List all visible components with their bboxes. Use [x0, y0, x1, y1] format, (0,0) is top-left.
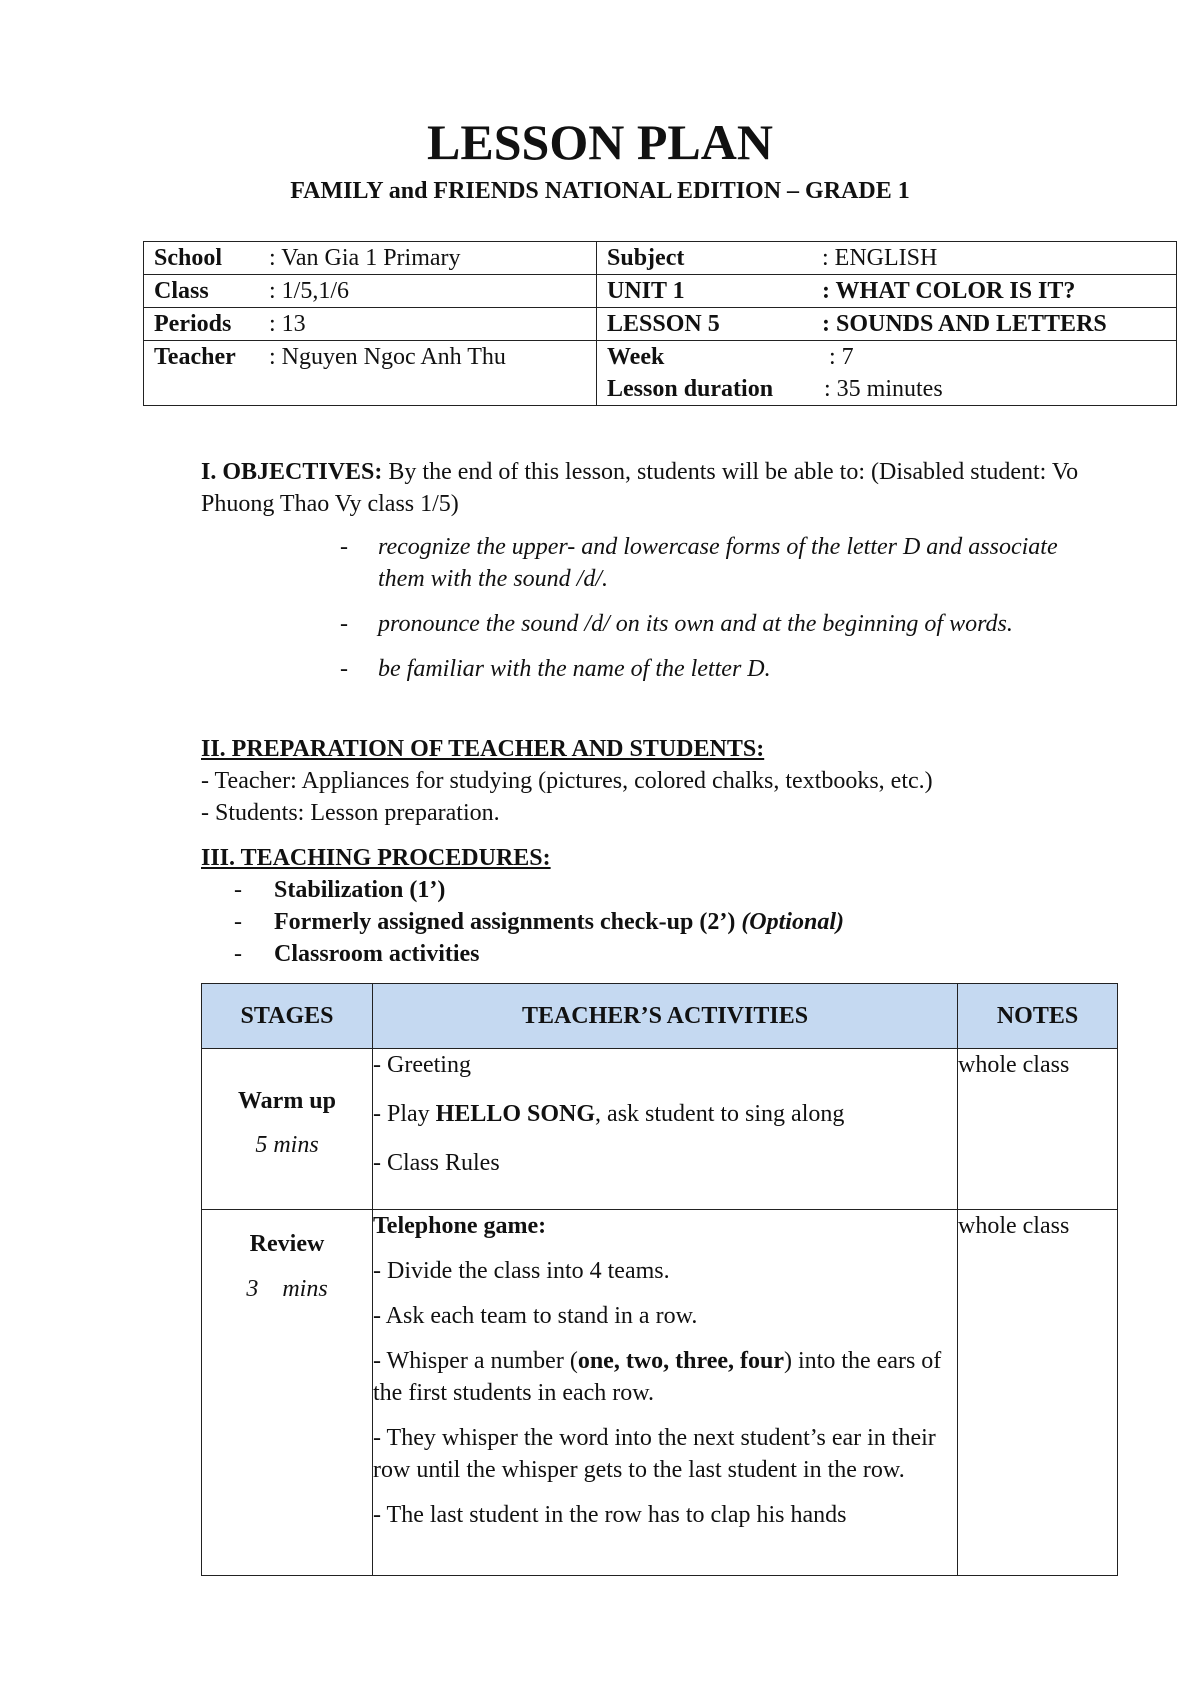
header-activities: TEACHER’S ACTIVITIES — [373, 984, 958, 1049]
info-key: Teacher — [154, 344, 236, 370]
info-value: : ENGLISH — [822, 245, 938, 271]
procedures-list — [234, 874, 844, 970]
preparation-line: - Teacher: Appliances for studying (pictures, colored chalks, textbooks, etc.) — [201, 768, 933, 794]
list-item: - be familiar with the name of the letter D. — [340, 656, 771, 682]
header-notes: NOTES — [958, 984, 1118, 1049]
info-value: : WHAT COLOR IS IT? — [822, 278, 1076, 304]
stage-name: Review — [249, 1231, 325, 1257]
info-value: : 35 minutes — [824, 376, 943, 402]
info-value: : SOUNDS AND LETTERS — [822, 311, 1107, 337]
page-subtitle: FAMILY and FRIENDS NATIONAL EDITION – GRADE 1 — [290, 178, 910, 204]
info-value: : 13 — [269, 311, 306, 337]
optional-label: (Optional) — [741, 909, 844, 935]
info-key: Subject — [607, 245, 685, 271]
activities-cell: - Greeting - Play HELLO SONG, ask student to sing along - Class Rules — [373, 1049, 958, 1210]
stage-name: Warm up — [237, 1088, 336, 1114]
table-row — [202, 1049, 1118, 1210]
info-row — [144, 341, 1177, 406]
info-key: Class — [154, 278, 209, 304]
preparation-heading: II. PREPARATION OF TEACHER AND STUDENTS: — [201, 736, 765, 762]
activities-cell: Telephone game: - Divide the class into 4 teams. - Ask each team to stand in a row. - Whisper a number (one, two, three, four) into the ears of the first students in each row. - They whisper the word into the next student’s ear in their row until the whisper gets to the last student in the row. - The last student in the row has to clap his hands — [373, 1210, 958, 1576]
lesson-info-table — [143, 241, 1177, 406]
preparation-line: - Students: Lesson preparation. — [201, 800, 500, 826]
info-key: Periods — [154, 311, 232, 337]
info-value: : 1/5,1/6 — [269, 278, 350, 304]
objectives-section — [201, 456, 1131, 520]
list-item: - recognize the upper- and lowercase forms of the letter D and associate them with the sound /d/. — [340, 534, 1058, 592]
objectives-list — [340, 531, 1100, 698]
notes-cell: whole class — [958, 1210, 1118, 1576]
page-title: LESSON PLAN — [427, 114, 773, 170]
preparation-section — [201, 733, 1151, 829]
activities-table — [201, 983, 1118, 1576]
info-key: LESSON 5 — [607, 311, 720, 337]
notes-cell: whole class — [958, 1049, 1118, 1210]
objectives-heading: I. OBJECTIVES: — [201, 459, 383, 485]
info-key: UNIT 1 — [607, 278, 685, 304]
info-key: School — [154, 245, 223, 271]
stage-time: 3 mins — [246, 1276, 328, 1302]
procedures-heading: III. TEACHING PROCEDURES: — [201, 845, 551, 871]
objectives-intro: By the end of this lesson, students will be able to: (Disabled student: Vo Phuong Thao Vy class 1/5) — [201, 459, 1079, 517]
info-value: : Nguyen Ngoc Anh Thu — [269, 344, 506, 370]
info-key: Week — [607, 344, 665, 370]
stage-cell — [202, 1210, 373, 1576]
info-row — [144, 275, 1177, 308]
info-row — [144, 308, 1177, 341]
table-header-row — [202, 984, 1118, 1049]
info-key: Lesson duration — [607, 376, 774, 402]
list-item: - pronounce the sound /d/ on its own and at the beginning of words. — [340, 611, 1013, 637]
info-value: : Van Gia 1 Primary — [269, 245, 461, 271]
header-stages: STAGES — [202, 984, 373, 1049]
stage-time: 5 mins — [255, 1132, 319, 1158]
list-item: - Classroom activities — [234, 941, 480, 967]
info-row — [144, 242, 1177, 275]
list-item: - Formerly assigned assignments check-up (2’) (Optional) — [234, 909, 844, 935]
table-row — [202, 1210, 1118, 1576]
list-item: - Stabilization (1’) — [234, 877, 446, 903]
info-value: : 7 — [829, 344, 854, 370]
stage-cell — [202, 1049, 373, 1210]
